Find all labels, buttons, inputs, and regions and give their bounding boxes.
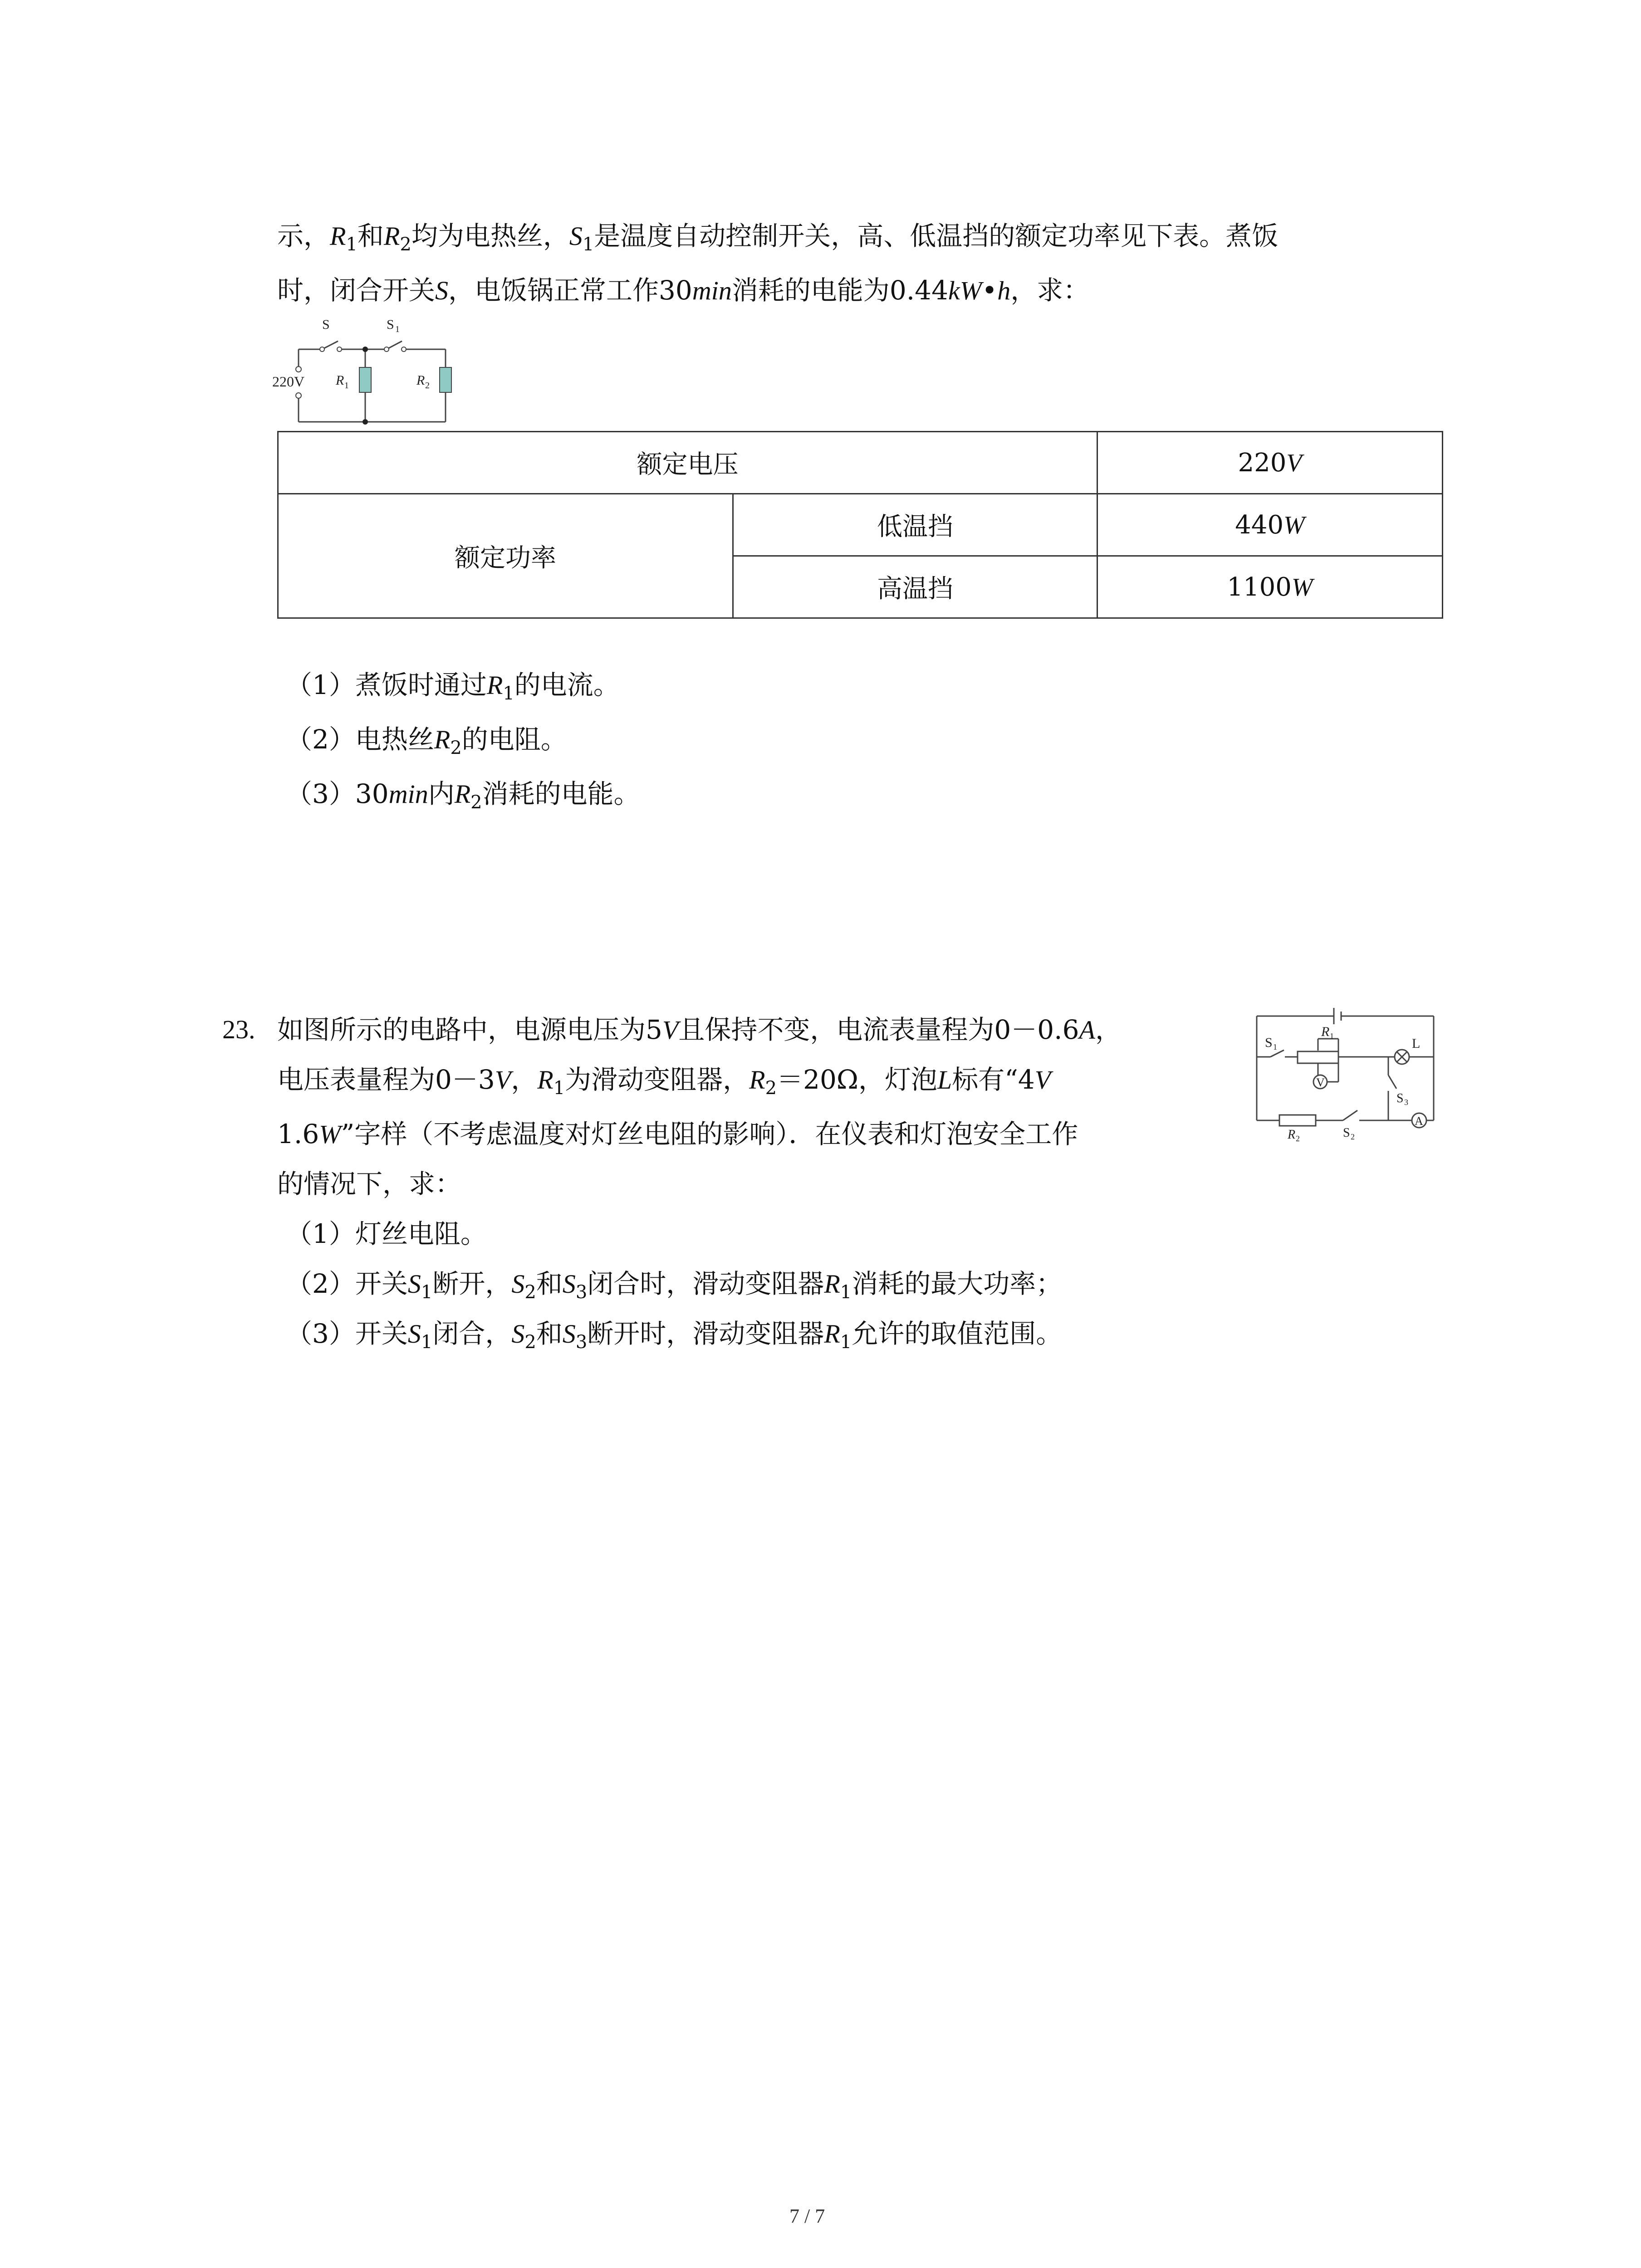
q23-sub-question-3: （3）开关$S_1$闭合，$S_2$和$S_3$断开时，滑动变阻器$R_1$允许的取值范围。 — [286, 1318, 1063, 1353]
q23-sub-question-1: （1）灯丝电阻。 — [286, 1218, 487, 1249]
rated-power-label: 额定功率 — [278, 494, 733, 618]
q23-sub-question-2: （2）开关$S_1$断开，$S_2$和$S_3$闭合时，滑动变阻器$R_1$消耗的最大功率； — [286, 1268, 1063, 1303]
svg-text:1: 1 — [344, 381, 349, 391]
table-row — [278, 494, 1443, 556]
high-gear-label: 高温挡 — [733, 556, 1097, 618]
ammeter-label: A — [1415, 1114, 1423, 1128]
q23-line-3: 1.6W”字样（不考虑温度对灯丝电阻的影响）．在仪表和灯泡安全工作 — [277, 1119, 1078, 1149]
svg-text:3: 3 — [1404, 1098, 1408, 1107]
svg-text:2: 2 — [425, 381, 430, 391]
rated-spec-table — [277, 431, 1443, 619]
q23-r2-label: R — [1288, 1128, 1296, 1142]
q23-r1-label: R — [1321, 1024, 1330, 1039]
voltmeter-label: V — [1316, 1076, 1325, 1089]
circuit-voltage-label: 220V — [272, 373, 305, 390]
q23-circuit-diagram — [1252, 1002, 1452, 1143]
rated-voltage-value: 220V — [1097, 432, 1443, 494]
q22-intro-line-2: 时，闭合开关S，电饭锅正常工作30min消耗的电能为0.44kW•h，求： — [277, 275, 1090, 306]
q23-s2-label: S — [1343, 1126, 1350, 1140]
svg-text:1: 1 — [1273, 1042, 1277, 1051]
q22-intro-line-1: 示，$R_1$和$R_2$均为电热丝，$S_1$是温度自动控制开关，高、低温挡的额定功率见下表。煮饭 — [277, 220, 1279, 255]
circuit-switch-s-label: S — [322, 317, 330, 332]
q22-sub-question-2: （2）电热丝$R_2$的电阻。 — [286, 724, 567, 758]
high-gear-value: 1100W — [1097, 556, 1443, 618]
low-gear-label: 低温挡 — [733, 494, 1097, 556]
svg-text:2: 2 — [1351, 1132, 1355, 1141]
q22-sub-question-1: （1）煮饭时通过$R_1$的电流。 — [286, 670, 620, 704]
circuit-r1-label: R — [336, 373, 344, 388]
low-gear-value: 440W — [1097, 494, 1443, 556]
rated-voltage-label: 额定电压 — [278, 432, 1097, 494]
q23-lamp-label: L — [1412, 1036, 1421, 1051]
circuit-switch-s1-label: S — [387, 317, 394, 332]
q23-number: 23. — [222, 1015, 255, 1044]
svg-text:2: 2 — [1296, 1134, 1300, 1143]
svg-text:1: 1 — [395, 324, 400, 334]
q22-sub-question-3: （3）30min内$R_2$消耗的电能。 — [286, 778, 640, 813]
q23-line-4: 的情况下，求： — [277, 1168, 462, 1199]
q23-s1-label: S — [1265, 1035, 1273, 1050]
svg-text:1: 1 — [1330, 1031, 1334, 1041]
rice-cooker-circuit-diagram — [268, 308, 467, 431]
table-row — [278, 432, 1443, 494]
page-number: 7 / 7 — [789, 2205, 825, 2227]
q23-s3-label: S — [1396, 1091, 1404, 1105]
q23-line-2: 电压表量程为0－3V，$R_1$为滑动变阻器，$R_2=20\Omega$，灯泡L标有“4V — [277, 1064, 1051, 1099]
circuit-r2-label: R — [416, 373, 425, 388]
q23-line-1: 如图所示的电路中，电源电压为5V且保持不变，电流表量程为0－0.6A， — [277, 1014, 1122, 1045]
